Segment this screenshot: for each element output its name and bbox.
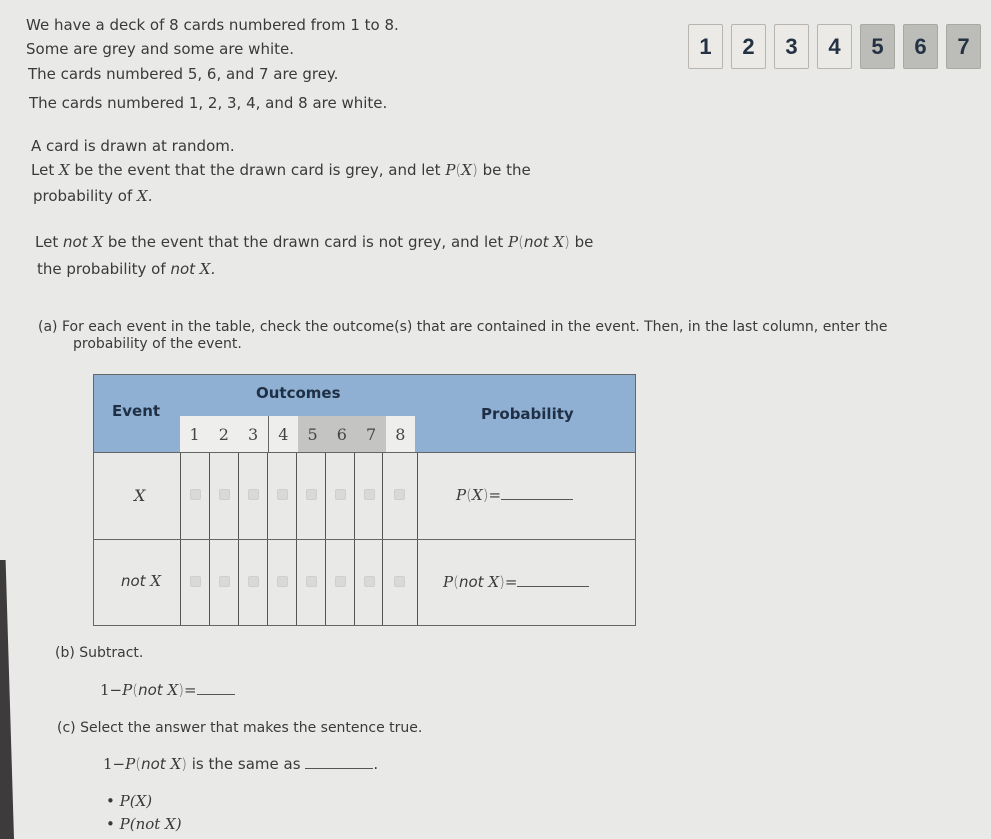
def-x-line1: Let X be the event that the drawn card is grey, and let P(X) be the (31, 161, 531, 179)
intro-line-3: The cards numbered 5, 6, and 7 are grey. (28, 65, 339, 83)
probability-cell-not-x (417, 540, 636, 625)
cell (354, 540, 382, 625)
option-label: P(not X) (119, 815, 182, 833)
var-x: X (92, 233, 104, 251)
card-deck (688, 24, 981, 69)
var-x: X (553, 233, 565, 251)
cell (382, 453, 417, 539)
header-outcomes: Outcomes (256, 384, 341, 402)
table-header (94, 375, 635, 452)
outcome-1: 1 (189, 424, 200, 444)
checkbox-notx-8[interactable] (394, 576, 405, 587)
intro-line-4: The cards numbered 1, 2, 3, 4, and 8 are white. (29, 94, 388, 112)
not-word: not (523, 233, 549, 251)
checkbox-notx-4[interactable] (277, 576, 288, 587)
card-3: 3 (774, 24, 809, 69)
card-4: 4 (817, 24, 852, 69)
def-notx-line2 (37, 260, 215, 278)
one: 1 (100, 681, 110, 699)
part-b-label: (b) (55, 645, 75, 661)
cell (296, 540, 325, 625)
part-a-instruction-line2: probability of the event. (73, 336, 242, 352)
checkbox-x-4[interactable] (277, 489, 288, 500)
header-event: Event (112, 402, 161, 420)
card-2: 2 (731, 24, 766, 69)
var-x: X (150, 572, 162, 590)
card-7: 7 (946, 24, 981, 69)
not-word: not (141, 755, 166, 773)
intro-line-2: Some are grey and some are white. (26, 40, 295, 58)
prob-label-not-x: P(not X)= (443, 572, 589, 591)
outcome-8: 8 (395, 424, 406, 444)
part-b-title (55, 644, 143, 662)
checkbox-notx-3[interactable] (248, 576, 259, 587)
event-x: X (134, 486, 146, 505)
cell (180, 540, 209, 625)
drawn-text: A card is drawn at random. (31, 137, 235, 155)
outcome-2: 2 (218, 424, 229, 444)
cell (180, 453, 209, 539)
var-x: X. (137, 187, 153, 205)
text: Select the answer that makes the sentence true. (80, 720, 423, 736)
not-word: not (121, 572, 146, 590)
prob-label-x: P(X)= (456, 485, 573, 504)
var-p: P (445, 161, 456, 179)
card-1: 1 (688, 24, 723, 69)
outcome-7: 7 (357, 416, 386, 452)
cell (238, 540, 267, 625)
part-a-label: (a) (38, 319, 58, 335)
part-c-label: (c) (57, 720, 76, 736)
table-row-not-x (94, 539, 635, 625)
cell (296, 453, 325, 539)
checkbox-x-6[interactable] (335, 489, 346, 500)
option-px[interactable]: • P(X) (106, 792, 153, 810)
card-6: 6 (903, 24, 938, 69)
cell (209, 540, 238, 625)
answer-input-part-b[interactable] (197, 680, 235, 695)
checkbox-x-5[interactable] (306, 489, 317, 500)
minus: − (109, 681, 123, 699)
text: probability of (33, 187, 133, 205)
text: be the event that the drawn card is grey, and let (74, 161, 441, 179)
text: the probability of (37, 260, 166, 278)
outcome-4: 4 (268, 416, 298, 452)
option-pnotx[interactable]: • P(not X) (106, 815, 182, 833)
intro-line-1: We have a deck of 8 cards numbered from 1 to 8. (26, 16, 399, 34)
var-x: X (58, 161, 70, 179)
cell (382, 540, 417, 625)
outcomes-table (93, 374, 636, 626)
answer-input-pnotx[interactable] (517, 572, 589, 587)
def-notx-line1: Let not X be the event that the drawn card is not grey, and let P(not X) be (35, 233, 594, 251)
outcome-5: 5 (298, 416, 327, 452)
cell (354, 453, 382, 539)
outcome-3: 3 (248, 424, 259, 444)
answer-input-px[interactable] (501, 485, 573, 500)
not-word: not (62, 233, 88, 251)
text: Let (35, 233, 59, 251)
checkbox-x-2[interactable] (219, 489, 230, 500)
cell (267, 540, 296, 625)
outcome-6: 6 (327, 416, 356, 452)
var-x: X. (199, 260, 216, 278)
part-c-sentence: 1−P(not X) is the same as . (103, 755, 379, 773)
cell (238, 453, 267, 539)
option-label: P(X) (119, 792, 153, 810)
text: be the event that the drawn card is not grey, and let (107, 233, 504, 251)
cell (325, 540, 354, 625)
text: be the (482, 161, 531, 179)
outcome-numbers (180, 416, 415, 452)
var-x: X (461, 161, 472, 179)
checkbox-notx-1[interactable] (190, 576, 201, 587)
screen-bezel (0, 560, 14, 839)
checkbox-x-8[interactable] (394, 489, 405, 500)
checkbox-notx-2[interactable] (219, 576, 230, 587)
not-word: not (138, 681, 163, 699)
card-5: 5 (860, 24, 895, 69)
not-word: not (170, 260, 196, 278)
sentence-blank (305, 754, 373, 769)
text: Let (31, 161, 55, 179)
part-b-expression: 1−P(not X)= (100, 680, 235, 699)
cell (209, 453, 238, 539)
probability-cell-x (417, 453, 636, 539)
event-not-x (121, 572, 161, 590)
cell (267, 453, 296, 539)
cell (325, 453, 354, 539)
checkbox-x-7[interactable] (364, 489, 375, 500)
part-a-instruction-line1 (38, 318, 887, 336)
checkbox-x-3[interactable] (248, 489, 259, 500)
not-word: not (458, 573, 484, 591)
text: is the same as (191, 755, 301, 773)
text: be (574, 233, 594, 251)
var-p: P (508, 233, 519, 251)
text: Subtract. (79, 645, 144, 661)
header-probability: Probability (481, 405, 574, 423)
text: For each event in the table, check the outcome(s) that are contained in the event. Then, in the last column, enter the (61, 319, 888, 335)
checkbox-x-1[interactable] (190, 489, 201, 500)
checkbox-notx-6[interactable] (335, 576, 346, 587)
checkbox-notx-5[interactable] (306, 576, 317, 587)
table-row-x (94, 452, 635, 539)
checkbox-notx-7[interactable] (364, 576, 375, 587)
def-x-line2 (33, 187, 153, 205)
part-c-title (57, 719, 422, 737)
